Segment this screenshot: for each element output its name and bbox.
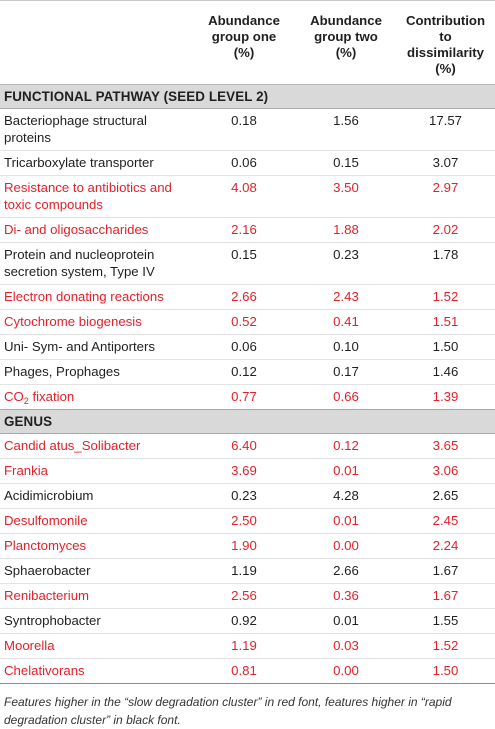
abundance-group-two: 0.01 — [296, 609, 396, 634]
abundance-group-one: 0.23 — [192, 484, 296, 509]
abundance-group-two: 0.01 — [296, 509, 396, 534]
abundance-group-one: 1.19 — [192, 559, 296, 584]
abundance-group-one: 6.40 — [192, 434, 296, 459]
feature-name: Syntrophobacter — [0, 609, 192, 634]
abundance-group-two: 0.00 — [296, 659, 396, 684]
abundance-group-one: 2.50 — [192, 509, 296, 534]
feature-name: Desulfomonile — [0, 509, 192, 534]
feature-name: Chelativorans — [0, 659, 192, 684]
abundance-group-two: 2.43 — [296, 285, 396, 310]
table-footnote: Features higher in the “slow degradation cluster” in red font, features higher in “rapid degradation cluster” in black font. — [4, 695, 452, 727]
feature-name: Di- and oligosaccharides — [0, 218, 192, 243]
header-group-two: Abundance group two (%) — [296, 1, 396, 85]
feature-name: Frankia — [0, 459, 192, 484]
abundance-group-one: 0.15 — [192, 243, 296, 285]
abundance-group-two: 0.00 — [296, 534, 396, 559]
contribution-value: 3.65 — [396, 434, 495, 459]
abundance-group-two: 4.28 — [296, 484, 396, 509]
abundance-group-two: 0.23 — [296, 243, 396, 285]
abundance-group-two: 0.66 — [296, 385, 396, 410]
table-row — [0, 534, 495, 559]
abundance-group-one: 0.18 — [192, 109, 296, 151]
table-body — [0, 85, 495, 684]
contribution-value: 1.39 — [396, 385, 495, 410]
table-row — [0, 109, 495, 151]
feature-name: Candid atus_Solibacter — [0, 434, 192, 459]
feature-name: Tricarboxylate transporter — [0, 151, 192, 176]
table-row — [0, 609, 495, 634]
abundance-group-one: 0.06 — [192, 151, 296, 176]
section-title: GENUS — [0, 410, 495, 434]
header-feature — [0, 1, 192, 85]
contribution-value: 1.55 — [396, 609, 495, 634]
contribution-value: 17.57 — [396, 109, 495, 151]
abundance-group-two: 0.03 — [296, 634, 396, 659]
abundance-group-one: 0.06 — [192, 335, 296, 360]
abundance-group-two: 0.01 — [296, 459, 396, 484]
feature-name: Sphaerobacter — [0, 559, 192, 584]
feature-name: Planctomyces — [0, 534, 192, 559]
feature-name: Bacteriophage structural proteins — [0, 109, 192, 151]
abundance-group-one: 1.19 — [192, 634, 296, 659]
abundance-group-two: 1.88 — [296, 218, 396, 243]
table-row — [0, 176, 495, 218]
contribution-value: 1.46 — [396, 360, 495, 385]
contribution-value: 1.51 — [396, 310, 495, 335]
feature-name: Protein and nucleoprotein secretion system, Type IV — [0, 243, 192, 285]
header-row — [0, 1, 495, 85]
table-row — [0, 285, 495, 310]
abundance-group-one: 1.90 — [192, 534, 296, 559]
table-row — [0, 385, 495, 410]
abundance-group-one: 0.77 — [192, 385, 296, 410]
abundance-group-two: 3.50 — [296, 176, 396, 218]
contribution-value: 3.06 — [396, 459, 495, 484]
abundance-group-two: 0.15 — [296, 151, 396, 176]
feature-name: Uni- Sym- and Antiporters — [0, 335, 192, 360]
contribution-value: 2.45 — [396, 509, 495, 534]
contribution-value: 2.02 — [396, 218, 495, 243]
contribution-value: 2.65 — [396, 484, 495, 509]
feature-name: Acidimicrobium — [0, 484, 192, 509]
feature-name: Cytochrome biogenesis — [0, 310, 192, 335]
table-row — [0, 634, 495, 659]
contribution-value: 2.97 — [396, 176, 495, 218]
abundance-group-one: 4.08 — [192, 176, 296, 218]
abundance-group-one: 2.66 — [192, 285, 296, 310]
table-row — [0, 484, 495, 509]
abundance-group-one: 3.69 — [192, 459, 296, 484]
abundance-group-one: 2.56 — [192, 584, 296, 609]
feature-name: Moorella — [0, 634, 192, 659]
abundance-group-two: 1.56 — [296, 109, 396, 151]
section-header-row — [0, 410, 495, 434]
header-contribution: Contribution to dissimilarity (%) — [396, 1, 495, 85]
abundance-group-two: 0.17 — [296, 360, 396, 385]
abundance-group-two: 0.12 — [296, 434, 396, 459]
abundance-group-one: 0.52 — [192, 310, 296, 335]
feature-name: Electron donating reactions — [0, 285, 192, 310]
table-row — [0, 659, 495, 684]
feature-name: Phages, Prophages — [0, 360, 192, 385]
contribution-value: 1.50 — [396, 659, 495, 684]
abundance-group-two: 0.10 — [296, 335, 396, 360]
contribution-value: 1.78 — [396, 243, 495, 285]
feature-name: Renibacterium — [0, 584, 192, 609]
abundance-group-two: 2.66 — [296, 559, 396, 584]
table-row — [0, 310, 495, 335]
abundance-group-one: 0.81 — [192, 659, 296, 684]
abundance-group-one: 0.12 — [192, 360, 296, 385]
table-row — [0, 584, 495, 609]
abundance-group-two: 0.36 — [296, 584, 396, 609]
table-row — [0, 335, 495, 360]
contribution-value: 1.67 — [396, 559, 495, 584]
contribution-value: 1.52 — [396, 285, 495, 310]
feature-name: $CO_2$ fixation — [0, 385, 192, 410]
feature-name: Resistance to antibiotics and toxic compounds — [0, 176, 192, 218]
section-header-row — [0, 85, 495, 109]
contribution-value: 2.24 — [396, 534, 495, 559]
table-row — [0, 434, 495, 459]
contribution-value: 1.52 — [396, 634, 495, 659]
table-row — [0, 559, 495, 584]
abundance-group-two: 0.41 — [296, 310, 396, 335]
contribution-value: 1.67 — [396, 584, 495, 609]
contribution-value: 1.50 — [396, 335, 495, 360]
contribution-value: 3.07 — [396, 151, 495, 176]
table-row — [0, 509, 495, 534]
table-row — [0, 218, 495, 243]
header-group-one: Abundance group one (%) — [192, 1, 296, 85]
table-row — [0, 151, 495, 176]
abundance-group-one: 2.16 — [192, 218, 296, 243]
table-row — [0, 243, 495, 285]
table-row — [0, 360, 495, 385]
section-title: FUNCTIONAL PATHWAY (SEED LEVEL 2) — [0, 85, 495, 109]
table-row — [0, 459, 495, 484]
abundance-group-one: 0.92 — [192, 609, 296, 634]
